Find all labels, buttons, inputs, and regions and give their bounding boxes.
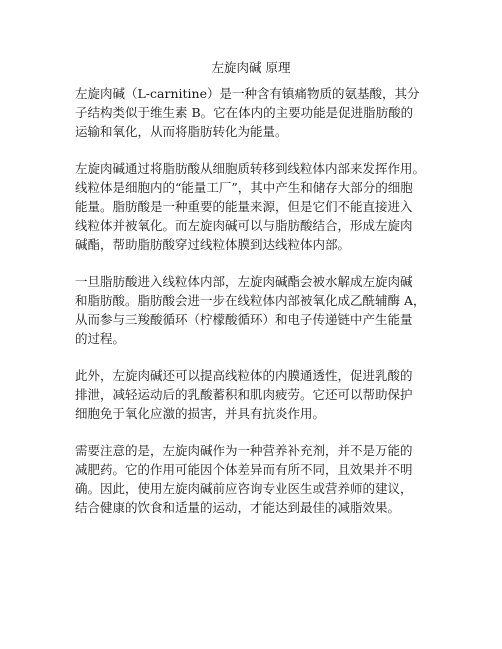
paragraph-2-line-4: 线粒体并被氧化。而左旋肉碱可以与脂肪酸结合，形成左旋肉 <box>75 218 413 233</box>
paragraph-1-line-1: 左旋肉碱（L-carnitine）是一种含有镇痛物质的氨基酸，其分 <box>75 86 420 101</box>
paragraph-1-line-2: 子结构类似于维生素 B。它在体内的主要功能是促进脂肪酸的 <box>75 105 414 120</box>
paragraph-2-line-2: 线粒体是细胞内的“能量工厂”，其中产生和储存大部分的细胞 <box>75 180 413 195</box>
paragraph-4-line-2: 排泄，减轻运动后的乳酸蓄积和肌肉疲劳。它还可以帮助保护 <box>75 387 413 402</box>
paragraph-3-line-4: 的过程。 <box>75 331 126 346</box>
paragraph-5-line-4: 结合健康的饮食和适量的运动，才能达到最佳的减脂效果。 <box>75 500 401 515</box>
paragraph-5-line-1: 需要注意的是，左旋肉碱作为一种营养补充剂，并不是万能的 <box>75 443 413 458</box>
paragraph-3-line-1: 一旦脂肪酸进入线粒体内部，左旋肉碱酯会被水解成左旋肉碱 <box>75 274 413 289</box>
paragraph-3-line-3: 从而参与三羧酸循环（柠檬酸循环）和电子传递链中产生能量 <box>75 312 413 327</box>
paragraph-5-line-3: 确。因此，使用左旋肉碱前应咨询专业医生或营养师的建议， <box>75 481 413 496</box>
paragraph-1-line-3: 运输和氧化，从而将脂肪转化为能量。 <box>75 124 288 139</box>
document-title: 左旋肉碱 原理 <box>211 60 291 75</box>
paragraph-3-line-2: 和脂肪酸。脂肪酸会进一步在线粒体内部被氧化成乙酰辅酶 A， <box>75 293 426 308</box>
paragraph-5-line-2: 减肥药。它的作用可能因个体差异而有所不同，且效果并不明 <box>75 462 413 477</box>
paragraph-4-line-3: 细胞免于氧化应激的损害，并具有抗炎作用。 <box>75 406 326 421</box>
paragraph-2-line-3: 能量。脂肪酸是一种重要的能量来源，但是它们不能直接进入 <box>75 199 413 214</box>
paragraph-4-line-1: 此外，左旋肉碱还可以提高线粒体的内膜通透性，促进乳酸的 <box>75 368 413 383</box>
paragraph-2-line-1: 左旋肉碱通过将脂肪酸从细胞质转移到线粒体内部来发挥作用。 <box>75 161 426 176</box>
paragraph-2-line-5: 碱酯，帮助脂肪酸穿过线粒体膜到达线粒体内部。 <box>75 237 351 252</box>
